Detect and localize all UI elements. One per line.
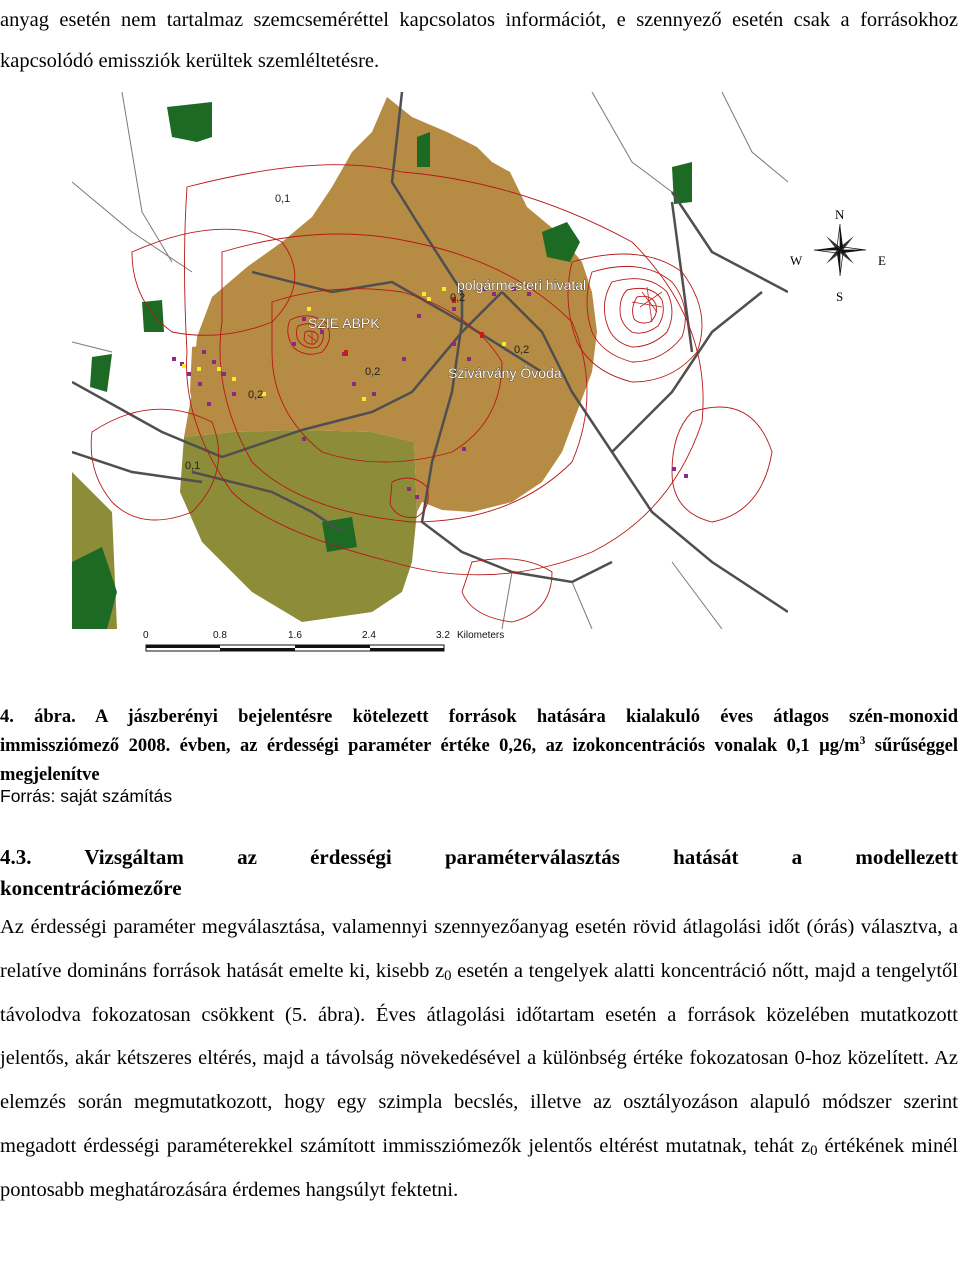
figure-source: Forrás: saját számítás bbox=[0, 786, 173, 806]
section-heading bbox=[0, 842, 958, 904]
label-polgarmesteri-hivatal: polgármesteri hivatal bbox=[457, 277, 587, 293]
scale-unit: Kilometers bbox=[457, 630, 505, 641]
contour-label: 0,1 bbox=[275, 193, 291, 205]
compass-n: N bbox=[835, 207, 845, 222]
contour-label: 0,2 bbox=[365, 366, 381, 378]
figure-caption bbox=[0, 703, 958, 790]
body-paragraph bbox=[0, 906, 958, 1213]
caption-rest: immissziómező 2008. évben, az érdességi paraméter értéke 0,26, az izokoncentrációs vonalak 0,1 µg/m bbox=[0, 736, 860, 756]
scale-tick: 0.8 bbox=[213, 630, 227, 641]
contour-label: 0,2 bbox=[450, 292, 466, 304]
compass-w: W bbox=[790, 253, 803, 268]
caption-rest-end: sűrűséggel megjelenítve bbox=[0, 736, 958, 785]
compass-s: S bbox=[836, 289, 844, 304]
body-text-3: értékének minél pontosabb meghatározására érdemes hangsúlyt fektetni. bbox=[0, 1134, 958, 1201]
concentration-map bbox=[72, 92, 788, 629]
heading-line-2: koncentrációmezőre bbox=[0, 876, 182, 900]
compass-e: E bbox=[878, 253, 886, 268]
heading-line-1: 4.3. Vizsgáltam az érdességi paraméterválasztás hatását a modellezett bbox=[0, 845, 958, 869]
contour-label: 0,2 bbox=[514, 344, 530, 356]
body-text-1: Az érdességi paraméter megválasztása, valamennyi szennyezőanyag esetén rövid átlagolási időt (órás) választva, a relatíve domináns források hatását emelte ki, kisebb z bbox=[0, 916, 958, 982]
contour-label: 0,1 bbox=[185, 460, 201, 472]
label-szie-abpk: SZIE ABPK bbox=[308, 315, 380, 331]
scale-tick: 2.4 bbox=[362, 630, 376, 641]
scale-tick: 0 bbox=[143, 630, 149, 641]
compass-letters bbox=[780, 205, 900, 305]
forest-patch bbox=[167, 102, 212, 142]
body-text-2: esetén a tengelyek alatti koncentráció nőtt, majd a tengelytől távolodva fokozatosan csökkent (5. ábra). Éves átlagolási időtartam esetén a források közelében mutatkozott jelentős, akár kétszeres eltérés, majd a távolság növekedésével a különbség értéke fokozatosan 0-hoz közelített. Az elemzés során megmutatkozott, hogy egy szimpla becslés, illetve az osztályozáson alapuló módszer szerint megadott érdességi paraméterekkel számított immissziómezők jelentős eltérést mutatnak, tehát z bbox=[0, 959, 959, 1157]
z0-subscript: 0 bbox=[810, 1142, 818, 1159]
caption-superscript: 3 bbox=[859, 734, 866, 747]
scale-tick: 3.2 bbox=[436, 630, 450, 641]
intro-paragraph: anyag esetén nem tartalmaz szemcseméréttel kapcsolatos információt, e szennyező esetén csak a forrásokhoz kapcsolódó emissziók kerültek szemléltetésre. bbox=[0, 9, 958, 72]
caption-line-1: 4. ábra. A jászberényi bejelentésre kötelezett források hatására kialakuló éves átlagos szén-monoxid bbox=[0, 707, 958, 727]
label-szivarvany-ovoda: Szivárvány Óvoda bbox=[448, 365, 562, 381]
z0-subscript: 0 bbox=[444, 967, 452, 984]
scale-tick: 1.6 bbox=[288, 630, 302, 641]
contour-label: 0,2 bbox=[248, 389, 264, 401]
scale-bar bbox=[140, 624, 540, 658]
